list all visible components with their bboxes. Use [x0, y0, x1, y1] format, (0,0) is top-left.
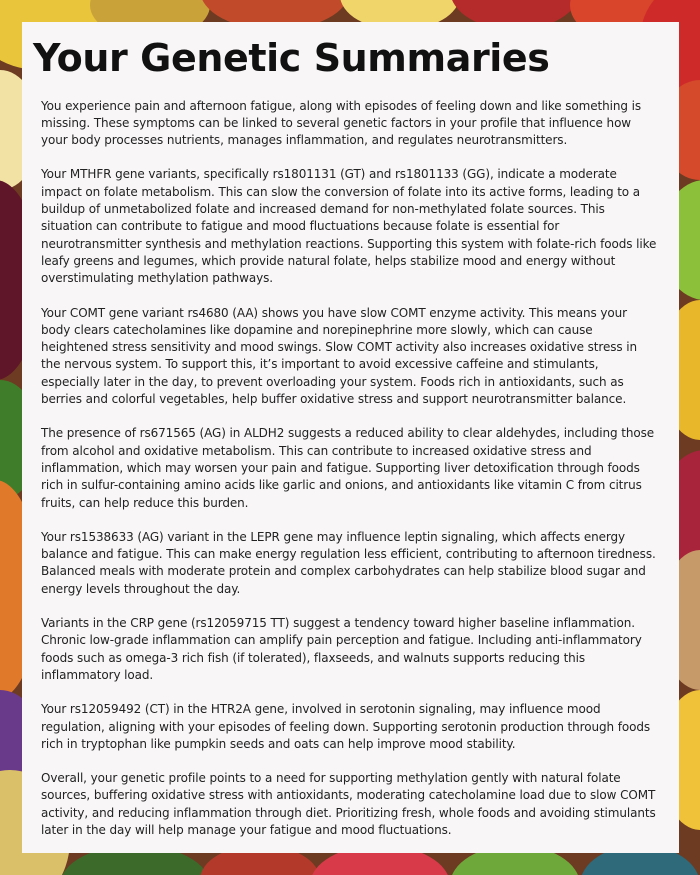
- summary-panel: [22, 22, 679, 853]
- summary-body: [33, 98, 659, 840]
- paragraph-htr2a: Your rs12059492 (CT) in the HTR2A gene, involved in serotonin signaling, may influence mood regulation, aligning with your episodes of feeling down. Supporting serotonin production through foods rich in tryptophan like pumpkin seeds and oats can help improve mood stability.: [41, 702, 650, 751]
- page-title: Your Genetic Summaries: [33, 36, 550, 80]
- paragraph-mthfr: Your MTHFR gene variants, specifically rs1801131 (GT) and rs1801133 (GG), indicate a moderate impact on folate metabolism. This can slow the conversion of folate into its active forms, leading to a buildup of unmetabolized folate and increased demand for non-methylated folate sources. This situation can contribute to fatigue and mood fluctuations because folate is essential for neurotransmitter synthesis and methylation reactions. Supporting this system with folate-rich foods like leafy greens and legumes, which provide natural folate, helps stabilize mood and energy without overstimulating methylation pathways.: [41, 167, 657, 286]
- paragraph-aldh2: The presence of rs671565 (AG) in ALDH2 suggests a reduced ability to clear aldehydes, including those from alcohol and oxidative metabolism. This can contribute to increased oxidative stress and inflammation, which may worsen your pain and fatigue. Supporting liver detoxification through foods rich in sulfur-containing amino acids like garlic and onions, and antioxidants like vitamin C from citrus fruits, can help reduce this burden.: [41, 426, 655, 510]
- paragraph-overall: Overall, your genetic profile points to a need for supporting methylation gently with natural folate sources, buffering oxidative stress with antioxidants, moderating catecholamine load due to slow COMT activity, and reducing inflammation through diet. Prioritizing fresh, whole foods and avoiding stimulants later in the day will help manage your fatigue and mood fluctuations.: [41, 771, 656, 837]
- paragraph-comt: Your COMT gene variant rs4680 (AA) shows you have slow COMT enzyme activity. This means your body clears catecholamines like dopamine and norepinephrine more slowly, which can cause heightened stress sensitivity and mood swings. Slow COMT activity also increases oxidative stress in the nervous system. To support this, it’s important to avoid excessive caffeine and stimulants, especially later in the day, to prevent overloading your system. Foods rich in antioxidants, such as berries and colorful vegetables, help buffer oxidative stress and support neurotransmitter balance.: [41, 305, 638, 407]
- paragraph-crp: Variants in the CRP gene (rs12059715 TT) suggest a tendency toward higher baseline inflammation. Chronic low-grade inflammation can amplify pain perception and fatigue. Including anti-inflammatory foods such as omega-3 rich fish (if tolerated), flaxseeds, and walnuts supports reducing this inflammatory load.: [41, 616, 642, 682]
- paragraph-intro: You experience pain and afternoon fatigue, along with episodes of feeling down and like something is missing. These symptoms can be linked to several genetic factors in your profile that influence how your body processes nutrients, manages inflammation, and regulates neurotransmitters.: [41, 98, 641, 148]
- paragraph-lepr: Your rs1538633 (AG) variant in the LEPR gene may influence leptin signaling, which affects energy balance and fatigue. This can make energy regulation less efficient, contributing to afternoon tiredness. Balanced meals with moderate protein and complex carbohydrates can help stabilize blood sugar and energy levels throughout the day.: [41, 529, 656, 596]
